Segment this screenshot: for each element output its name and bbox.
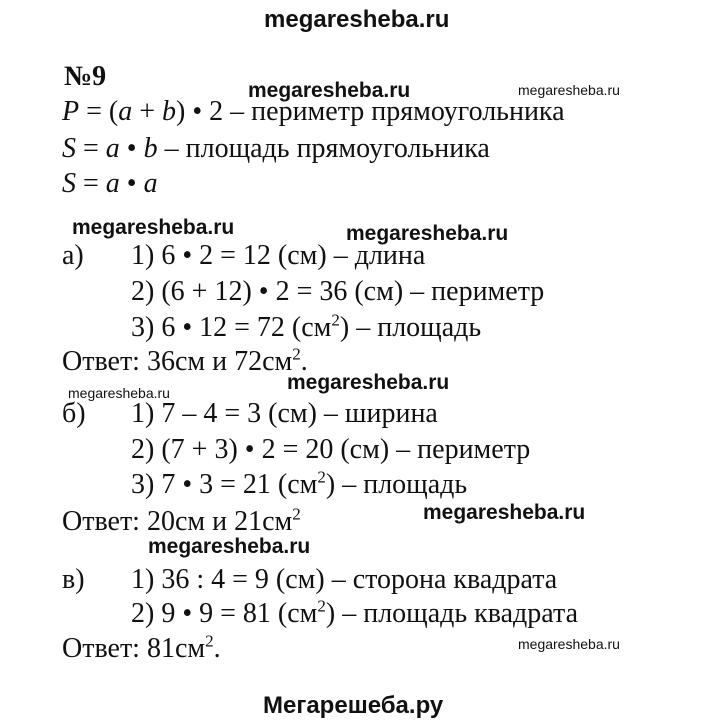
watermark: megaresheba.ru (148, 535, 311, 558)
watermark: megaresheba.ru (287, 371, 450, 394)
task-number: №9 (64, 61, 107, 92)
part-v-answer: Ответ: $81см^2$. (62, 631, 221, 664)
footer-site: Мегарешеба.ру (263, 692, 444, 719)
part-a-step-1: 1) 6 • 2 = 12 (см) – длина (131, 240, 426, 271)
watermark: megaresheba.ru (72, 216, 235, 239)
watermark: megaresheba.ru (518, 636, 620, 652)
formula-square-area: S = a • a (62, 168, 158, 199)
part-b-answer: Ответ: 20см и $21см^2$ (62, 504, 301, 537)
part-a-label: а) (62, 240, 84, 271)
part-v-label: в) (62, 564, 85, 595)
watermark: megaresheba.ru (423, 501, 586, 524)
part-a-answer: Ответ: 36см и $72см^2$. (62, 344, 308, 377)
part-v-step-2: 2) 9 • 9 = 81 $(см^2)$ – площадь квадрата (131, 596, 579, 629)
formula-perimeter: P = (a + b) • 2 – периметр прямоугольника (62, 96, 565, 127)
watermark: megaresheba.ru (518, 82, 620, 98)
formula-area: S = a • b – площадь прямоугольника (62, 133, 490, 164)
watermark: megaresheba.ru (68, 385, 170, 401)
part-b-label: б) (62, 398, 86, 429)
part-a-step-2: 2) (6 + 12) • 2 = 36 (см) – периметр (131, 276, 545, 307)
part-b-step-2: 2) (7 + 3) • 2 = 20 (см) – периметр (131, 434, 531, 465)
part-b-step-1: 1) 7 – 4 = 3 (см) – ширина (131, 398, 438, 429)
part-b-step-3: 3) 7 • 3 = 21 $(см^2)$ – площадь (131, 467, 468, 500)
part-v-step-1: 1) 36 : 4 = 9 (см) – сторона квадрата (131, 564, 558, 595)
part-a-step-3: 3) 6 • 12 = 72 $(см^2)$ – площадь (131, 310, 482, 343)
header-site: megaresheba.ru (264, 6, 450, 33)
watermark: megaresheba.ru (248, 79, 411, 102)
watermark: megaresheba.ru (346, 222, 509, 245)
